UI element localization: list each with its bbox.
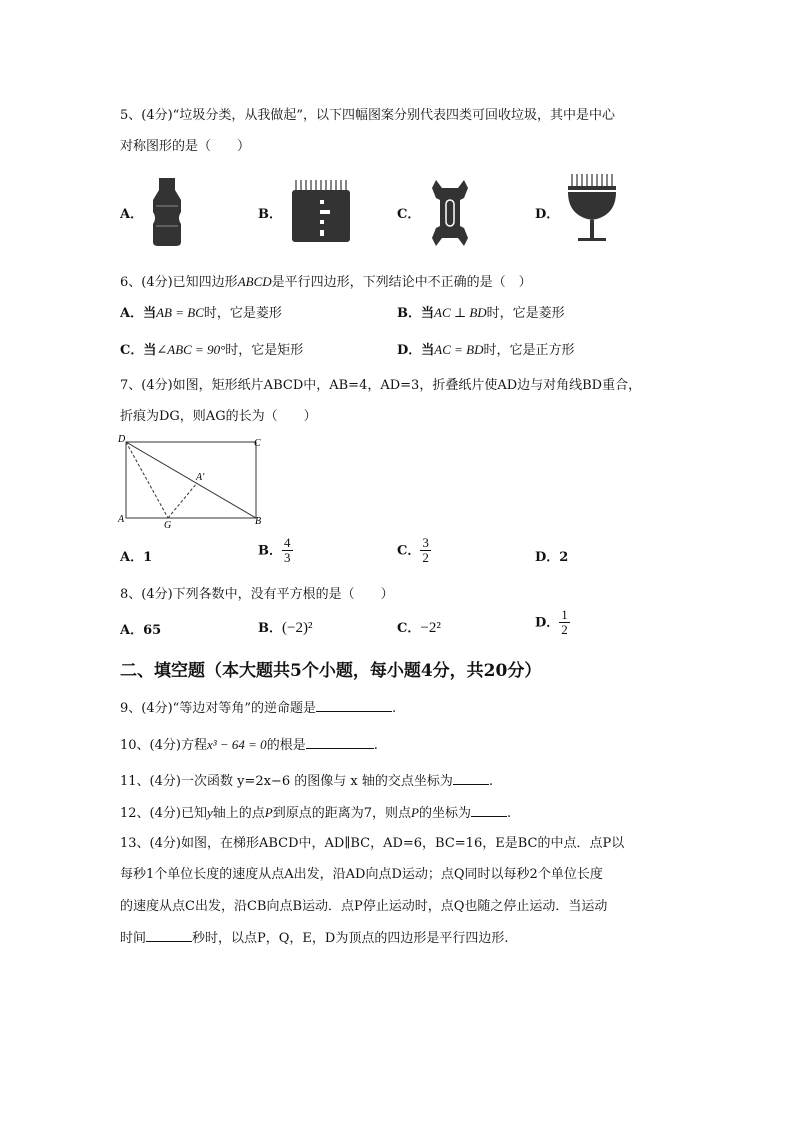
q5-option-c: C． bbox=[397, 207, 421, 222]
paper-box-icon bbox=[290, 178, 352, 244]
q7-line2: 折痕为DG，则AG的长为（ ） bbox=[120, 409, 317, 424]
wrench-icon bbox=[430, 178, 470, 248]
rectangle-fold-figure bbox=[116, 432, 272, 530]
q7-option-b: B． $\frac{4}{3}$ bbox=[258, 535, 291, 566]
q8-option-c: C．−2² bbox=[397, 620, 441, 636]
label-b: B bbox=[255, 516, 262, 527]
q6-option-c: C．当∠ABC = 90°时，它是矩形 bbox=[120, 342, 304, 358]
q7-option-c: C． $\frac{3}{2}$ bbox=[397, 535, 429, 566]
q6-option-a: A．当AB = BC时，它是菱形 bbox=[120, 305, 282, 321]
q10-blank[interactable] bbox=[306, 736, 374, 749]
q13-blank[interactable] bbox=[146, 929, 192, 942]
q7-option-a: A．1 bbox=[120, 550, 153, 565]
q8-stem: 8、(4分)下列各数中，没有平方根的是（ ） bbox=[120, 587, 394, 602]
label-a-prime: A′ bbox=[196, 472, 205, 483]
q12: 12、(4分)已知y轴上的点P到原点的距离为7，则点P的坐标为 . bbox=[120, 805, 512, 821]
q5-line2: 对称图形的是（ ） bbox=[120, 139, 251, 154]
label-c: C bbox=[254, 438, 261, 449]
section-title: 二、填空题（本大题共5个小题，每小题4分，共20分） bbox=[120, 661, 542, 681]
q9-blank[interactable] bbox=[316, 699, 392, 712]
q8-option-d: D． $\frac{1}{2}$ bbox=[535, 607, 568, 638]
q7-line1: 7、(4分)如图，矩形纸片ABCD中，AB=4，AD=3，折叠纸片使AD边与对角线BD重合， bbox=[120, 378, 642, 393]
label-g: G bbox=[164, 520, 172, 530]
q9: 9、(4分)“等边对等角”的逆命题是 . bbox=[120, 701, 397, 716]
q5-option-a: A． bbox=[120, 207, 144, 222]
q5-option-b: B． bbox=[258, 207, 282, 222]
label-a: A bbox=[118, 514, 125, 525]
q12-blank[interactable] bbox=[471, 804, 507, 817]
cup-icon bbox=[566, 172, 618, 244]
q13-line4: 时间 秒时，以点P，Q，E，D为顶点的四边形是平行四边形. bbox=[120, 931, 509, 946]
q5-option-d: D． bbox=[535, 207, 560, 222]
q6-stem: 6、(4分)已知四边形ABCD是平行四边形，下列结论中不正确的是（ ） bbox=[120, 274, 532, 290]
q11-blank[interactable] bbox=[453, 772, 489, 785]
label-d: D bbox=[118, 434, 126, 445]
q8-option-a: A．65 bbox=[120, 623, 162, 638]
q8-option-b: B．(−2)² bbox=[258, 620, 313, 636]
q5-line1: 5、(4分)“垃圾分类，从我做起”，以下四幅图案分别代表四类可回收垃圾，其中是中心 bbox=[120, 108, 615, 123]
q13-line1: 13、(4分)如图，在梯形ABCD中，AD∥BC，AD=6，BC=16，E是BC的中点．点P以 bbox=[120, 836, 625, 851]
q6-option-b: B．当AC ⊥ BD时，它是菱形 bbox=[397, 305, 565, 321]
q13-line2: 每秒1个单位长度的速度从点A出发，沿AD向点D运动；点Q同时以每秒2个单位长度 bbox=[120, 867, 603, 882]
q7-option-d: D．2 bbox=[535, 550, 569, 565]
q10: 10、(4分)方程x³ − 64 = 0的根是 . bbox=[120, 737, 378, 753]
q11: 11、(4分)一次函数 y=2x−6 的图像与 x 轴的交点坐标为 . bbox=[120, 774, 493, 789]
bottle-icon bbox=[150, 176, 184, 248]
q13-line3: 的速度从点C出发，沿CB向点B运动．点P停止运动时，点Q也随之停止运动．当运动 bbox=[120, 899, 608, 914]
q6-option-d: D．当AC = BD时，它是正方形 bbox=[397, 342, 575, 358]
